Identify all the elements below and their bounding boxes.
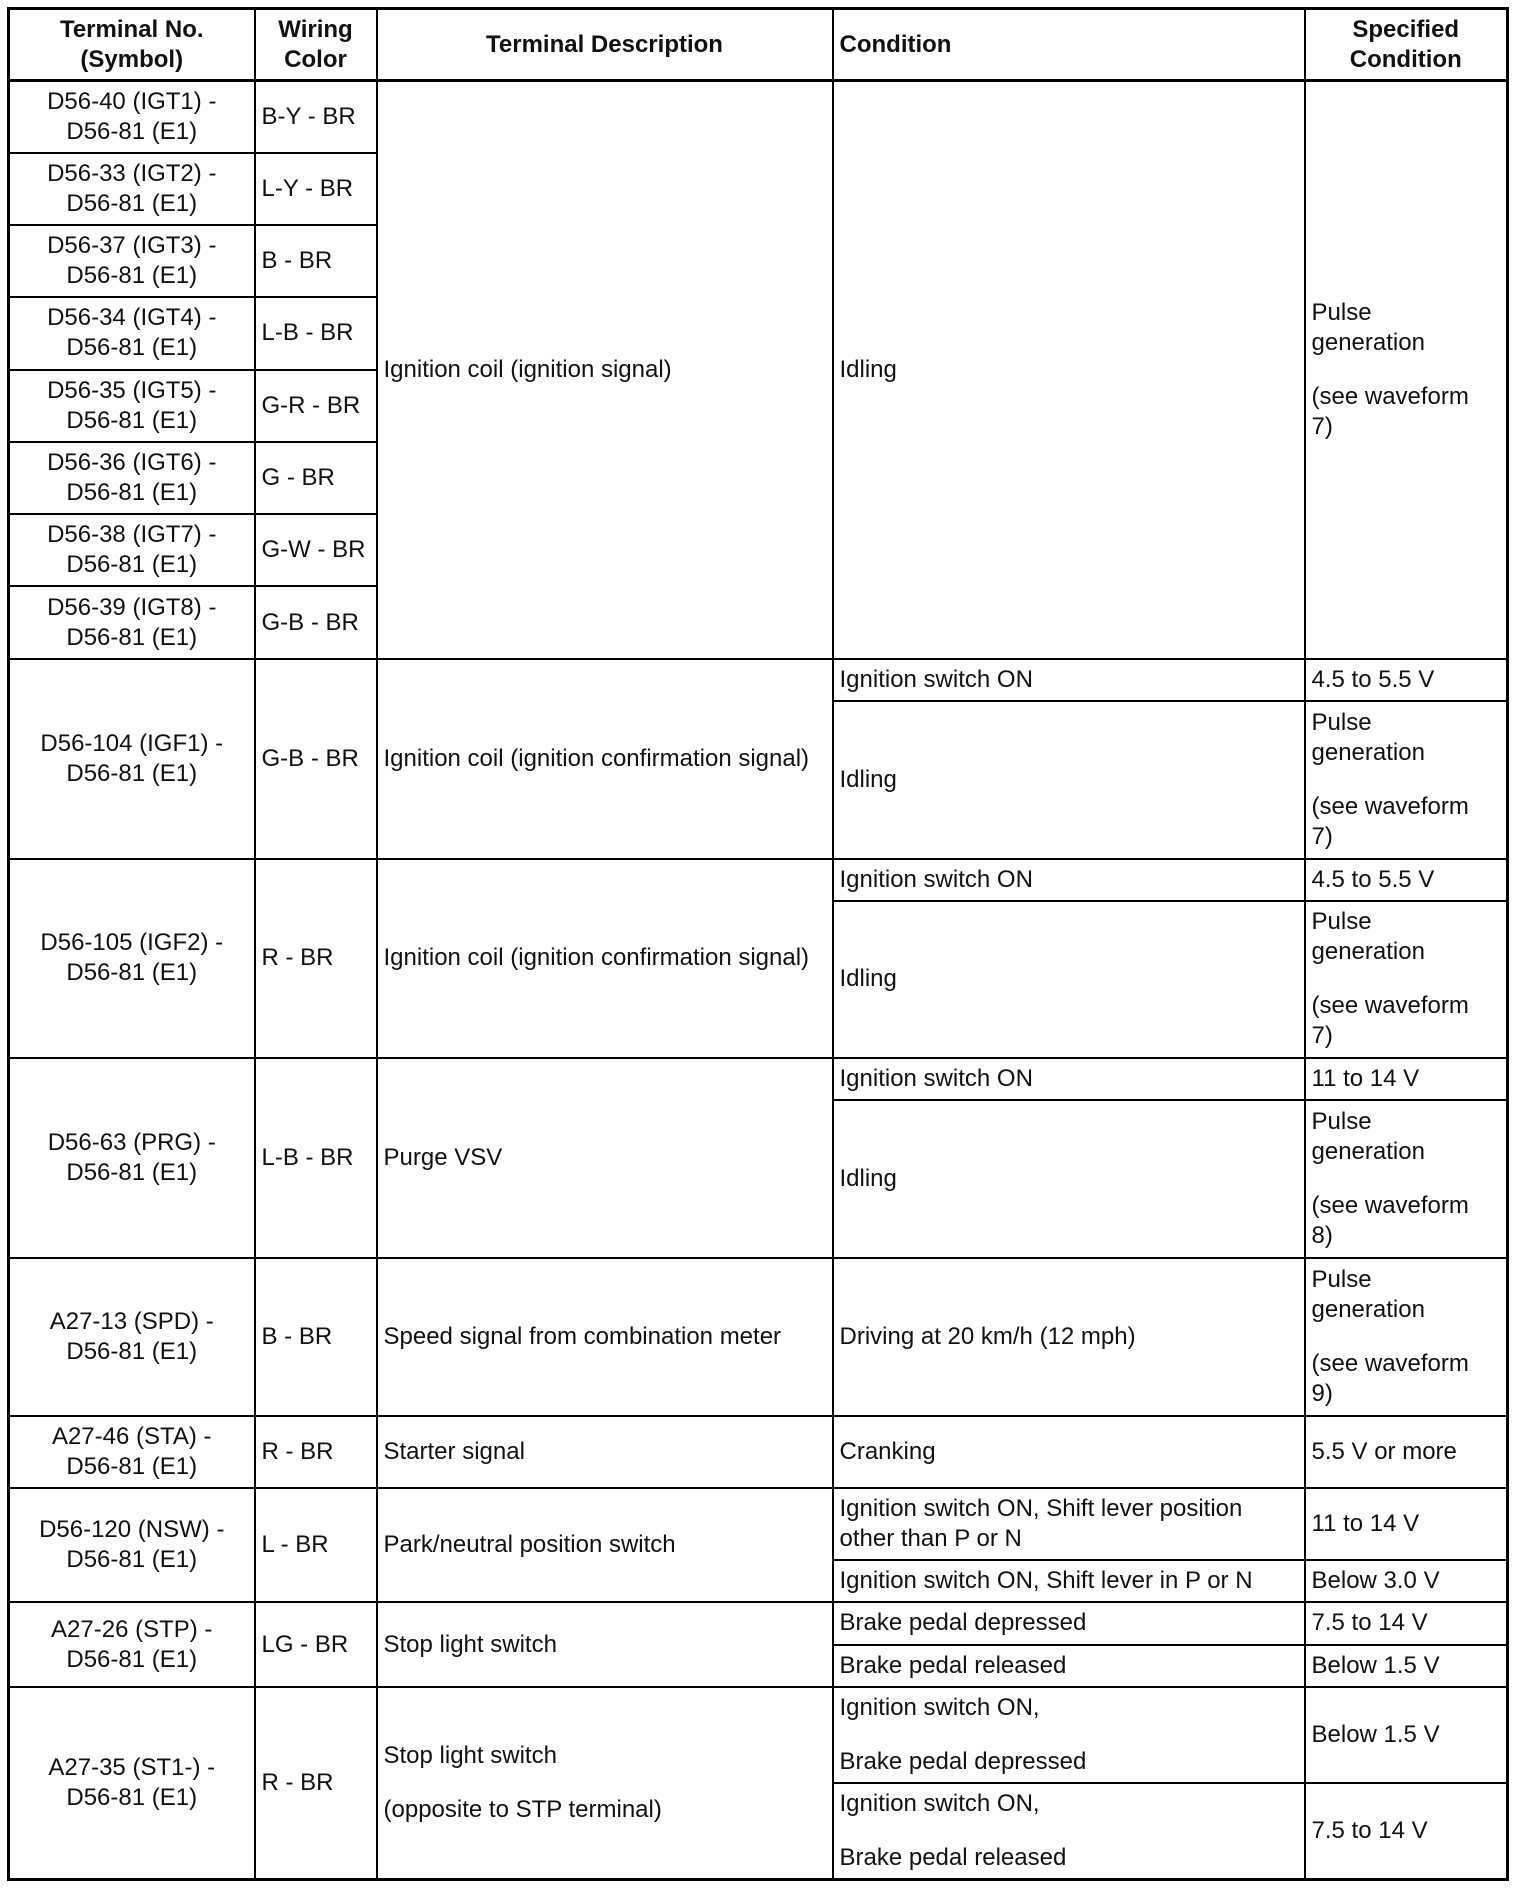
wiring-color-cell: G-W - BR [255, 514, 377, 586]
terminal-cell: D56-39 (IGT8) - D56-81 (E1) [9, 586, 255, 658]
description-cell: Purge VSV [377, 1058, 833, 1258]
specified-cell: Below 3.0 V [1305, 1560, 1508, 1602]
wiring-color-cell: R - BR [255, 859, 377, 1059]
condition-cell: Idling [833, 1100, 1305, 1258]
description-cell: Stop light switch [377, 1602, 833, 1686]
condition-cell: Ignition switch ON [833, 1058, 1305, 1100]
description-cell: Starter signal [377, 1416, 833, 1488]
description-cell: Stop light switch (opposite to STP terminal) [377, 1687, 833, 1880]
terminal-cell: D56-120 (NSW) - D56-81 (E1) [9, 1488, 255, 1602]
specified-cell: 7.5 to 14 V [1305, 1602, 1508, 1644]
table-row [9, 1416, 1508, 1488]
specified-cell: 11 to 14 V [1305, 1488, 1508, 1560]
header-condition: Condition [833, 9, 1305, 81]
header-row [9, 9, 1508, 81]
terminal-spec-table [7, 7, 1509, 1881]
terminal-cell: D56-37 (IGT3) - D56-81 (E1) [9, 225, 255, 297]
specified-cell: Pulse generation (see waveform 9) [1305, 1258, 1508, 1416]
condition-cell: Idling [833, 901, 1305, 1059]
terminal-spec-table-wrapper [7, 7, 1506, 1881]
specified-cell: Pulse generation (see waveform 7) [1305, 81, 1508, 659]
specified-cell: 11 to 14 V [1305, 1058, 1508, 1100]
specified-cell: Pulse generation (see waveform 7) [1305, 701, 1508, 859]
wiring-color-cell: G-B - BR [255, 586, 377, 658]
description-cell: Ignition coil (ignition signal) [377, 81, 833, 659]
terminal-cell: A27-35 (ST1-) - D56-81 (E1) [9, 1687, 255, 1880]
header-specified: Specified Condition [1305, 9, 1508, 81]
terminal-cell: D56-104 (IGF1) - D56-81 (E1) [9, 659, 255, 859]
wiring-color-cell: R - BR [255, 1687, 377, 1880]
terminal-cell: A27-26 (STP) - D56-81 (E1) [9, 1602, 255, 1686]
specified-cell: Pulse generation (see waveform 8) [1305, 1100, 1508, 1258]
table-row [9, 659, 1508, 701]
condition-cell: Ignition switch ON, Shift lever position other than P or N [833, 1488, 1305, 1560]
condition-cell: Brake pedal depressed [833, 1602, 1305, 1644]
condition-cell: Driving at 20 km/h (12 mph) [833, 1258, 1305, 1416]
wiring-color-cell: L - BR [255, 1488, 377, 1602]
table-row [9, 1602, 1508, 1644]
header-terminal: Terminal No. (Symbol) [9, 9, 255, 81]
condition-cell: Idling [833, 81, 1305, 659]
wiring-color-cell: G-R - BR [255, 370, 377, 442]
wiring-color-cell: B-Y - BR [255, 81, 377, 153]
condition-cell: Cranking [833, 1416, 1305, 1488]
wiring-color-cell: R - BR [255, 1416, 377, 1488]
table-row [9, 859, 1508, 901]
description-cell: Ignition coil (ignition confirmation signal) [377, 859, 833, 1059]
condition-cell: Ignition switch ON [833, 659, 1305, 701]
header-wiring-color: Wiring Color [255, 9, 377, 81]
wiring-color-cell: L-B - BR [255, 297, 377, 369]
condition-cell: Ignition switch ON, Brake pedal depressed [833, 1687, 1305, 1783]
table-row [9, 1258, 1508, 1416]
wiring-color-cell: G-B - BR [255, 659, 377, 859]
description-cell: Ignition coil (ignition confirmation signal) [377, 659, 833, 859]
condition-cell: Ignition switch ON [833, 859, 1305, 901]
header-description: Terminal Description [377, 9, 833, 81]
wiring-color-cell: B - BR [255, 225, 377, 297]
description-cell: Park/neutral position switch [377, 1488, 833, 1602]
wiring-color-cell: B - BR [255, 1258, 377, 1416]
condition-cell: Ignition switch ON, Shift lever in P or N [833, 1560, 1305, 1602]
table-row [9, 1687, 1508, 1783]
specified-cell: 5.5 V or more [1305, 1416, 1508, 1488]
specified-cell: 7.5 to 14 V [1305, 1783, 1508, 1879]
wiring-color-cell: L-B - BR [255, 1058, 377, 1258]
table-row [9, 1058, 1508, 1100]
terminal-cell: D56-34 (IGT4) - D56-81 (E1) [9, 297, 255, 369]
terminal-cell: A27-13 (SPD) - D56-81 (E1) [9, 1258, 255, 1416]
condition-cell: Brake pedal released [833, 1645, 1305, 1687]
terminal-cell: D56-35 (IGT5) - D56-81 (E1) [9, 370, 255, 442]
wiring-color-cell: LG - BR [255, 1602, 377, 1686]
terminal-cell: D56-36 (IGT6) - D56-81 (E1) [9, 442, 255, 514]
wiring-color-cell: G - BR [255, 442, 377, 514]
specified-cell: 4.5 to 5.5 V [1305, 659, 1508, 701]
table-row [9, 1488, 1508, 1560]
terminal-cell: D56-105 (IGF2) - D56-81 (E1) [9, 859, 255, 1059]
terminal-cell: D56-33 (IGT2) - D56-81 (E1) [9, 153, 255, 225]
terminal-cell: D56-38 (IGT7) - D56-81 (E1) [9, 514, 255, 586]
terminal-cell: A27-46 (STA) - D56-81 (E1) [9, 1416, 255, 1488]
specified-cell: 4.5 to 5.5 V [1305, 859, 1508, 901]
specified-cell: Pulse generation (see waveform 7) [1305, 901, 1508, 1059]
condition-cell: Ignition switch ON, Brake pedal released [833, 1783, 1305, 1879]
wiring-color-cell: L-Y - BR [255, 153, 377, 225]
terminal-cell: D56-63 (PRG) - D56-81 (E1) [9, 1058, 255, 1258]
condition-cell: Idling [833, 701, 1305, 859]
description-cell: Speed signal from combination meter [377, 1258, 833, 1416]
specified-cell: Below 1.5 V [1305, 1645, 1508, 1687]
table-row [9, 81, 1508, 153]
terminal-cell: D56-40 (IGT1) - D56-81 (E1) [9, 81, 255, 153]
specified-cell: Below 1.5 V [1305, 1687, 1508, 1783]
